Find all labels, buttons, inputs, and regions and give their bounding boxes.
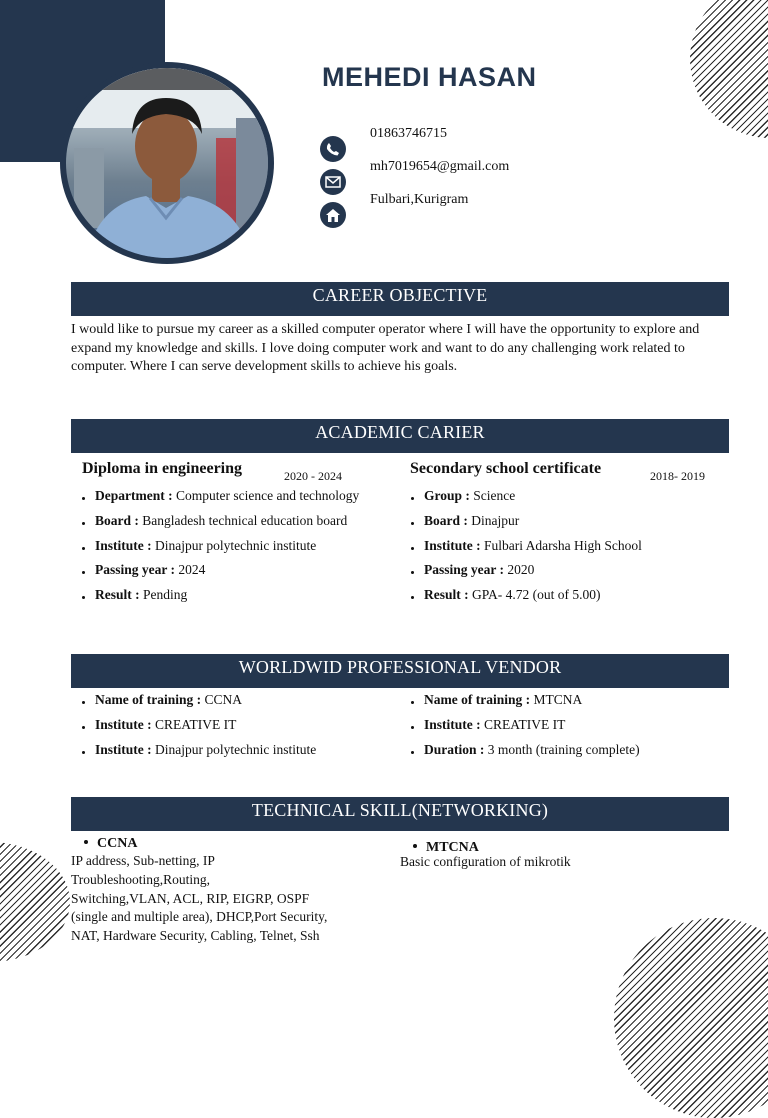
list-item: Passing year : 2020 — [400, 562, 642, 587]
list-item: Result : GPA- 4.72 (out of 5.00) — [400, 587, 642, 612]
list-item: Result : Pending — [71, 587, 359, 612]
list-item: Institute : Fulbari Adarsha High School — [400, 538, 642, 563]
academic-heading: ACADEMIC CARIER — [71, 419, 729, 453]
skill-line: Switching,VLAN, ACL, RIP, EIGRP, OSPF — [71, 890, 310, 906]
list-item: Group : Science — [400, 488, 642, 513]
candidate-name: MEHEDI HASAN — [322, 62, 537, 92]
list-item: Institute : Dinajpur polytechnic institute — [71, 742, 316, 767]
skill-line: Troubleshooting,Routing, — [71, 871, 211, 887]
skill-line: NAT, Hardware Security, Cabling, Telnet, Ssh — [71, 928, 320, 944]
profile-photo — [66, 68, 268, 258]
profile-photo-illustration — [66, 68, 268, 258]
phone-number: 01863746715 — [370, 126, 447, 141]
list-item: Department : Computer science and technology — [71, 488, 359, 513]
vendor-ccna-details — [71, 692, 316, 766]
mail-icon — [320, 169, 346, 195]
diploma-year: 2020 - 2024 — [284, 469, 342, 483]
list-item: Board : Dinajpur — [400, 513, 642, 538]
list-item: Institute : Dinajpur polytechnic institute — [71, 538, 359, 563]
skill-ccna-title: CCNA — [84, 836, 137, 852]
list-item: Name of training : CCNA — [71, 692, 316, 717]
list-item: Board : Bangladesh technical education board — [71, 513, 359, 538]
vendor-mtcna-details — [400, 692, 640, 766]
phone-icon — [320, 136, 346, 162]
contact-email — [320, 159, 510, 195]
list-item: Duration : 3 month (training complete) — [400, 742, 640, 767]
email-address: mh7019654@gmail.com — [370, 159, 510, 174]
hatch-circle-bottom-right — [614, 918, 768, 1118]
list-item: Name of training : MTCNA — [400, 692, 640, 717]
hatch-circle-top-right — [690, 0, 768, 138]
vendor-heading: WORLDWID PROFESSIONAL VENDOR — [71, 654, 729, 688]
skills-heading: TECHNICAL SKILL(NETWORKING) — [71, 797, 729, 831]
career-objective-heading: CAREER OBJECTIVE — [71, 282, 729, 316]
contact-phone — [320, 126, 447, 162]
hatch-circle-bottom-left — [0, 842, 70, 962]
list-item: Institute : CREATIVE IT — [71, 717, 316, 742]
list-item: Institute : CREATIVE IT — [400, 717, 640, 742]
ssc-year: 2018- 2019 — [650, 469, 705, 483]
contact-address — [320, 192, 469, 228]
skill-line: IP address, Sub-netting, IP — [71, 853, 215, 868]
career-objective-text: I would like to pursue my career as a skilled computer operator where I will have the opportunity to explore and expand my knowledge and skills. I love doing computer work and want to do any challenging work related to computer. Where I can serve development skills to achieve his goals. — [71, 322, 700, 374]
skill-line: Basic configuration of mikrotik — [400, 854, 571, 869]
diploma-details — [71, 488, 359, 612]
ssc-title: Secondary school certificate — [410, 460, 602, 477]
ssc-details — [400, 488, 642, 612]
skill-ccna-text — [71, 852, 327, 946]
address: Fulbari,Kurigram — [370, 192, 469, 207]
diploma-title: Diploma in engineering — [82, 460, 243, 477]
skill-line: (single and multiple area), DHCP,Port Security, — [71, 909, 328, 925]
list-item: Passing year : 2024 — [71, 562, 359, 587]
home-icon — [320, 202, 346, 228]
skill-mtcna-text — [400, 853, 571, 872]
skill-mtcna-title: MTCNA — [413, 840, 479, 856]
